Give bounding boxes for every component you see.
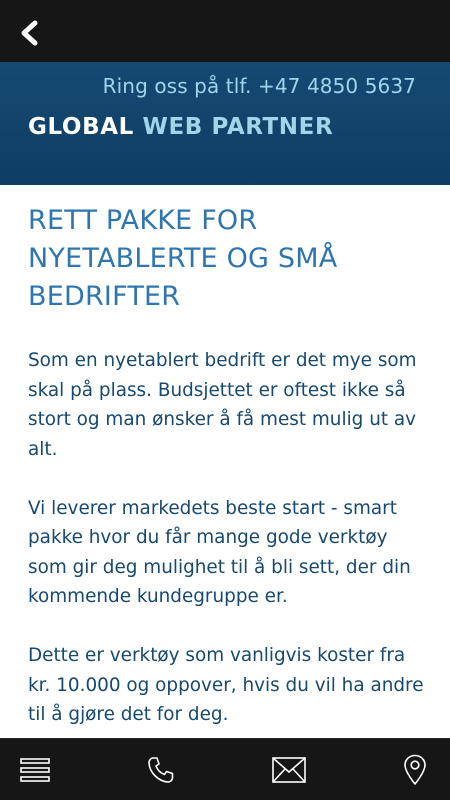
phone-icon (146, 755, 176, 785)
call-button[interactable] (126, 739, 196, 800)
brand-logo[interactable] (28, 114, 333, 140)
body-paragraph: Som en nyetablert bedrift er det mye som skal på plass. Budsjettet er oftest ikke så stort og man ønsker å få mest mulig ut av alt. (28, 350, 417, 460)
chevron-left-icon (18, 20, 40, 50)
bottom-nav-bar (0, 738, 450, 800)
main-content (28, 202, 428, 738)
email-button[interactable] (254, 739, 324, 800)
location-button[interactable] (380, 739, 450, 800)
mail-icon (272, 757, 306, 783)
brand-name-part2: WEB PARTNER (142, 114, 334, 140)
body-paragraph: Dette er verktøy som vanligvis koster fra kr. 10.000 og oppover, hvis du vil ha andre til å gjøre det for deg. (28, 645, 424, 725)
map-pin-icon (403, 754, 427, 786)
phone-contact-link[interactable]: Ring oss på tlf. +47 4850 5637 (102, 74, 416, 98)
hero-banner (0, 62, 450, 185)
menu-icon (20, 758, 50, 782)
page-title: RETT PAKKE FOR NYETABLERTE OG SMÅ BEDRIFTER (28, 205, 338, 312)
body-paragraph: Vi leverer markedets beste start - smart pakke hvor du får mange gode verktøy som gir deg mulighet til å bli sett, der din kommende kundegruppe er. (28, 497, 411, 607)
brand-name-part1: GLOBAL (28, 114, 134, 140)
back-button[interactable] (18, 16, 58, 54)
menu-button[interactable] (0, 739, 70, 800)
top-bar (0, 0, 450, 62)
